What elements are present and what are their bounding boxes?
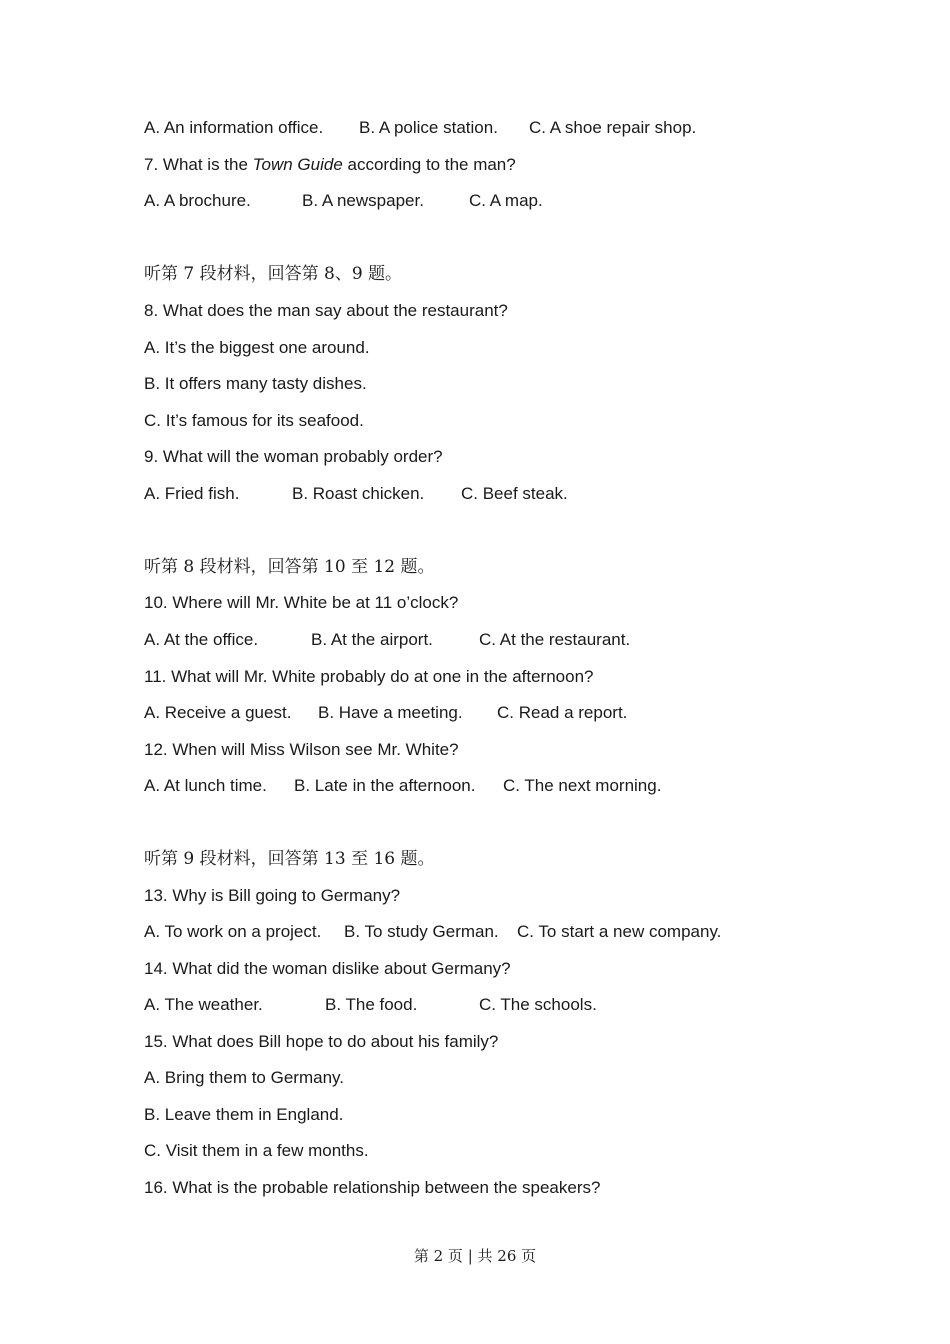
q12-option-a: A. At lunch time.	[144, 776, 267, 795]
q15-option-c: C. Visit them in a few months.	[144, 1141, 369, 1160]
q6-option-c: C. A shoe repair shop.	[529, 118, 697, 137]
q15-question: 15. What does Bill hope to do about his family?	[144, 1032, 499, 1051]
q15-option-b: B. Leave them in England.	[144, 1105, 344, 1124]
q7-question-suffix: according to the man?	[342, 155, 516, 174]
q10-option-b: B. At the airport.	[311, 630, 433, 649]
q12-question: 12. When will Miss Wilson see Mr. White?	[144, 740, 459, 759]
q8-option-a: A. It’s the biggest one around.	[144, 338, 370, 357]
q9-question: 9. What will the woman probably order?	[144, 447, 443, 466]
q6-option-b: B. A police station.	[359, 118, 498, 137]
q10-option-c: C. At the restaurant.	[479, 630, 631, 649]
q11-option-c: C. Read a report.	[497, 703, 628, 722]
q10-option-a: A. At the office.	[144, 630, 259, 649]
q16-question: 16. What is the probable relationship between the speakers?	[144, 1178, 601, 1197]
q8-option-b: B. It offers many tasty dishes.	[144, 374, 367, 393]
q7-option-c: C. A map.	[469, 191, 543, 210]
q13-option-b: B. To study German.	[344, 922, 499, 941]
q13-option-c: C. To start a new company.	[517, 922, 722, 941]
q14-question: 14. What did the woman dislike about Germany?	[144, 959, 511, 978]
q9-option-b: B. Roast chicken.	[292, 484, 425, 503]
q7-option-b: B. A newspaper.	[302, 191, 424, 210]
section-heading-8: 听第 8 段材料，回答第 10 至 12 题。	[144, 557, 435, 577]
q13-question: 13. Why is Bill going to Germany?	[144, 886, 401, 905]
q11-option-a: A. Receive a guest.	[144, 703, 292, 722]
q8-question: 8. What does the man say about the restaurant?	[144, 301, 508, 320]
section-heading-7: 听第 7 段材料，回答第 8、9 题。	[144, 264, 403, 284]
q12-option-b: B. Late in the afternoon.	[294, 776, 476, 795]
q9-option-c: C. Beef steak.	[461, 484, 568, 503]
section-heading-9: 听第 9 段材料，回答第 13 至 16 题。	[144, 849, 435, 869]
q9-option-a: A. Fried fish.	[144, 484, 240, 503]
q14-option-c: C. The schools.	[479, 995, 597, 1014]
q6-option-a: A. An information office.	[144, 118, 324, 137]
page-footer: 第 2 页 | 共 26 页	[413, 1247, 537, 1265]
q14-option-b: B. The food.	[325, 995, 418, 1014]
q7-question-italic: Town Guide	[252, 155, 343, 174]
q7-option-a: A. A brochure.	[144, 191, 251, 210]
q11-option-b: B. Have a meeting.	[318, 703, 463, 722]
q15-option-a: A. Bring them to Germany.	[144, 1068, 344, 1087]
q13-option-a: A. To work on a project.	[144, 922, 322, 941]
q14-option-a: A. The weather.	[144, 995, 263, 1014]
q12-option-c: C. The next morning.	[503, 776, 662, 795]
q7-question-prefix: 7. What is the	[144, 155, 253, 174]
q7-question	[144, 154, 516, 176]
q8-option-c: C. It’s famous for its seafood.	[144, 411, 364, 430]
q11-question: 11. What will Mr. White probably do at one in the afternoon?	[144, 667, 594, 686]
q10-question: 10. Where will Mr. White be at 11 o’clock?	[144, 593, 459, 612]
